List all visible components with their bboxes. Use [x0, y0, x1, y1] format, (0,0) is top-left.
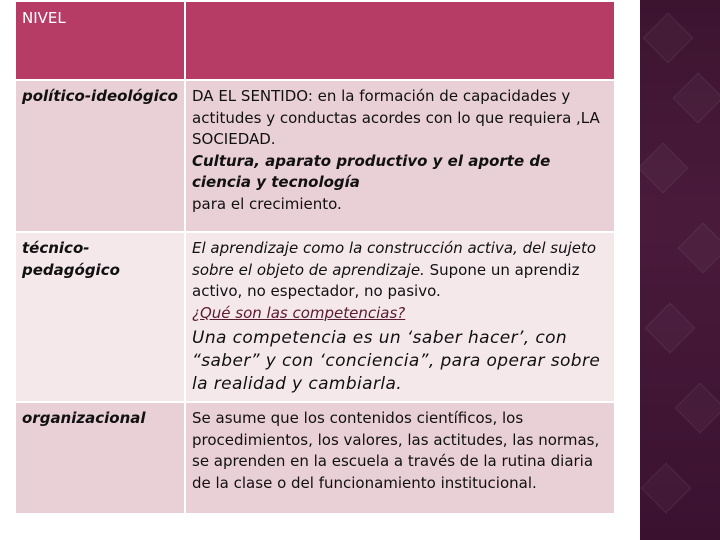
diamond-pattern	[645, 303, 696, 354]
row-label-politico: político-ideológico	[15, 80, 185, 232]
politico-ending: para el crecimiento.	[192, 194, 342, 213]
row-label-organizacional: organizacional	[15, 402, 185, 514]
competencia-definition: Una competencia es un ‘saber hacer’, con “saber” y con ‘conciencia”, para operar sobre la realidad y cambiarla.	[192, 328, 601, 394]
diamond-pattern	[641, 463, 692, 514]
politico-text: DA EL SENTIDO: en la formación de capacidades y actitudes y conductas acordes con lo que requiera ,LA SOCIEDAD.	[192, 87, 600, 148]
diamond-pattern	[675, 383, 720, 434]
diamond-pattern	[678, 223, 720, 274]
diamond-pattern	[673, 73, 720, 124]
table-row	[15, 80, 615, 232]
tecnico-text-italic: El aprendizaje como la construcción activa, del sujeto sobre el objeto de aprendizaje.	[192, 239, 597, 279]
row-content-tecnico	[185, 232, 615, 402]
diamond-pattern	[643, 13, 694, 64]
decorative-side-panel	[640, 0, 720, 540]
competencias-question-link[interactable]: ¿Qué son las competencias?	[192, 303, 406, 322]
row-label-tecnico: técnico-pedagógico	[15, 232, 185, 402]
levels-table	[14, 0, 616, 515]
header-nivel: NIVEL	[15, 1, 185, 80]
table-row	[15, 232, 615, 402]
table-row	[15, 402, 615, 514]
row-content-politico	[185, 80, 615, 232]
diamond-pattern	[640, 143, 688, 194]
tecnico-text: Supone un aprendiz activo, no espectador, no pasivo.	[192, 260, 580, 300]
politico-emphasis: Cultura, aparato productivo y el aporte de ciencia y tecnología	[192, 151, 551, 191]
header-empty	[185, 1, 615, 80]
row-content-organizacional: Se asume que los contenidos científicos, los procedimientos, los valores, las actitudes, las normas, se aprenden en la escuela a través de la rutina diaria de la clase o del funcionamiento institucional.	[185, 402, 615, 514]
table-header-row	[15, 1, 615, 80]
